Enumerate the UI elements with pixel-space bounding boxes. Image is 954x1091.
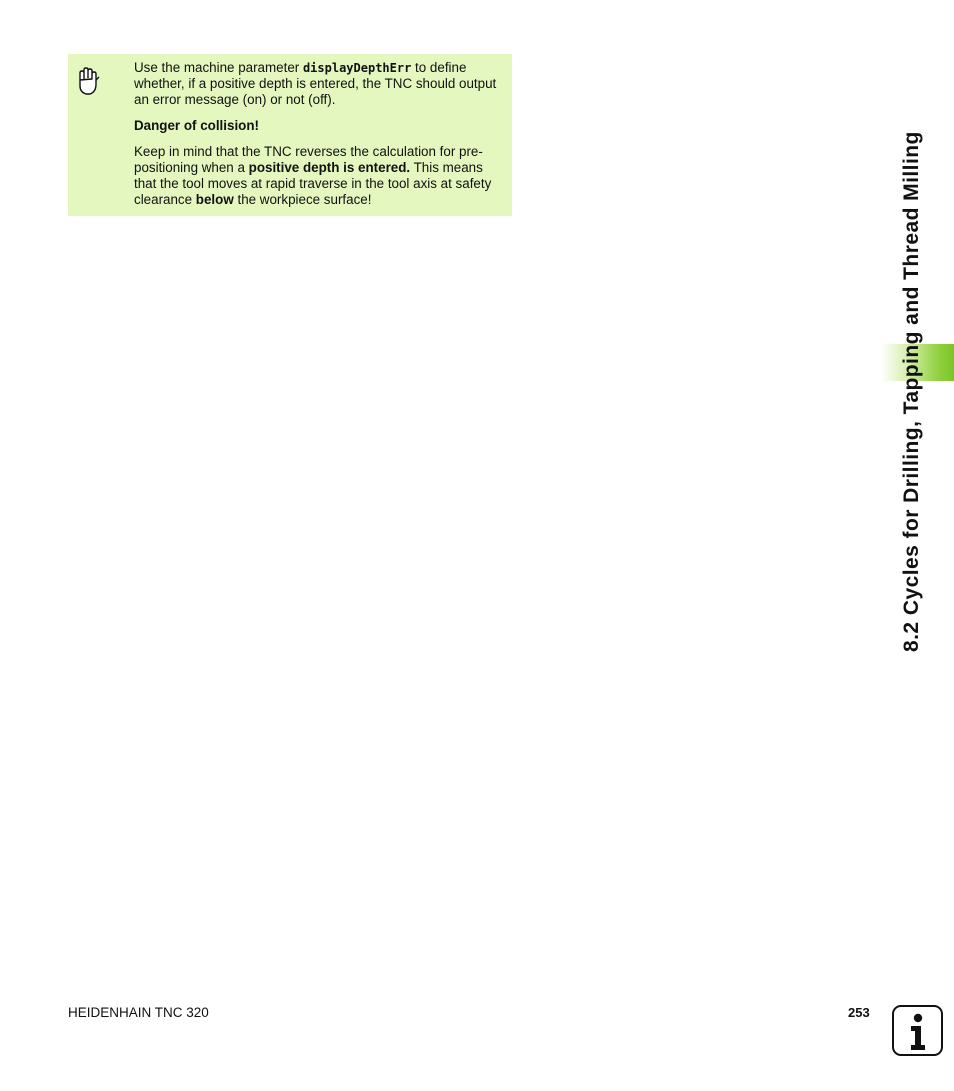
info-icon[interactable] — [892, 1005, 944, 1057]
note-paragraph-parameter: Use the machine parameter displayDepthErr to define whether, if a positive depth is entered, the TNC should output an error message (on) or not (off). — [134, 60, 497, 107]
warning-title: Danger of collision! — [134, 118, 259, 133]
page-number: 253 — [848, 1005, 870, 1020]
note-text — [134, 60, 506, 208]
parameter-name: displayDepthErr — [302, 61, 412, 75]
note-paragraph-warning: Keep in mind that the TNC reverses the calculation for pre-positioning when a positive depth is entered. This means that the tool moves at rapid traverse in the tool axis at safety clearance below the workpiece surface! — [134, 144, 492, 207]
pointing-hand-icon — [76, 66, 100, 98]
section-title: 8.2 Cycles for Drilling, Tapping and Thread Milling — [900, 131, 923, 652]
footer-product: HEIDENHAIN TNC 320 — [68, 1005, 209, 1020]
note-box — [68, 54, 512, 216]
